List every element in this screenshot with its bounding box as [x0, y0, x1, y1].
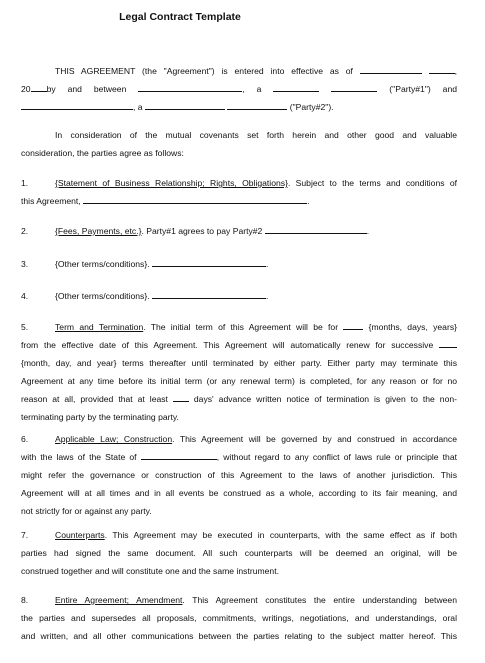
section-number: 6. — [21, 434, 29, 444]
section-7: 7. Counterparts. This Agreement may be executed in counterparts, with the same effect as if both parties had signed the same document. All such counterparts will be deemed an original, will be construed together and will constitute one and the same instrument. — [21, 526, 457, 580]
intro-line: , a ("Party#2"). — [21, 98, 457, 116]
section-number: 7. — [21, 530, 29, 540]
section-number: 4. — [21, 291, 29, 301]
obligations-blank[interactable] — [83, 195, 307, 204]
intro-paragraph — [21, 62, 457, 116]
intro-text: THIS AGREEMENT (the "Agreement") is entered into effective as of — [55, 66, 353, 76]
section-number: 5. — [21, 322, 29, 332]
governing-state-blank[interactable] — [141, 451, 217, 460]
section-8: 8. Entire Agreement; Amendment. This Agreement constitutes the entire understanding between the parties and supersedes all proposals, commitments, writings, negotiations, and understandings, oral and written, and all other communications between the parties relating to the subject matter hereof. This — [21, 591, 457, 645]
renewal-blank[interactable] — [439, 339, 457, 348]
notice-days-blank[interactable] — [173, 393, 189, 402]
section-5: 5. Term and Termination. The initial term of this Agreement will be for {months, days, years} from the effective date of this Agreement. This Agreement will automatically renew for successive {month, day, and year} terms thereafter until terminated by either party. Either party may terminate this Agreement at any time before its initial term (or any renewal term) is completed, for any reason or for no reason at all, provided that at least days' advance written notice of termination is given to the non- terminating party by the terminating party. — [21, 318, 457, 426]
section-heading: Counterparts — [55, 530, 105, 540]
terms-blank[interactable] — [152, 258, 266, 267]
consideration-paragraph: In consideration of the mutual covenants set forth herein and other good and valuable consideration, the parties agree as follows: — [21, 130, 457, 158]
intro-line: THIS AGREEMENT (the "Agreement") is entered into effective as of , — [55, 66, 457, 76]
date-blank[interactable] — [360, 65, 422, 74]
party1-type-blank[interactable] — [331, 83, 377, 92]
payment-blank[interactable] — [265, 225, 367, 234]
section-heading: Entire Agreement; Amendment — [55, 595, 183, 605]
party2-type-blank[interactable] — [227, 101, 287, 110]
section-heading: Term and Termination — [55, 322, 144, 332]
section-number: 1. — [21, 178, 29, 188]
section-6: 6. Applicable Law; Construction. This Agreement will be governed by and construed in accordance with the laws of the State of , without regard to any conflict of laws rule or principle that might refer the governance or construction of this Agreement to the laws of another jurisdiction. This Agreement will at all times and in all events be construed as a whole, according to its fair meaning, and not strictly for or against any party. — [21, 430, 457, 520]
section-heading: {Fees, Payments, etc.} — [55, 226, 142, 236]
section-heading: Applicable Law; Construction — [55, 434, 173, 444]
intro-line: 20 by and between , a ("Party#1") and — [21, 84, 457, 94]
section-1: 1. {Statement of Business Relationship; Rights, Obligations}. Subject to the terms and conditions of this Agreement, . — [21, 174, 457, 210]
year-blank[interactable] — [31, 83, 47, 92]
section-heading: {Statement of Business Relationship; Rights, Obligations} — [55, 178, 288, 188]
party2-state-blank[interactable] — [145, 101, 225, 110]
section-number: 2. — [21, 226, 29, 236]
party1-name-blank[interactable] — [138, 83, 242, 92]
terms-blank[interactable] — [152, 290, 266, 299]
section-2: 2. {Fees, Payments, etc.}. Party#1 agrees to pay Party#2 . — [21, 222, 457, 240]
section-number: 3. — [21, 259, 29, 269]
document-title: Legal Contract Template — [119, 11, 241, 23]
section-number: 8. — [21, 595, 29, 605]
party1-state-blank[interactable] — [273, 83, 319, 92]
date-blank[interactable] — [429, 65, 455, 74]
term-length-blank[interactable] — [343, 321, 363, 330]
party2-name-blank[interactable] — [21, 101, 133, 110]
section-3: 3. {Other terms/conditions}. . — [21, 255, 457, 273]
section-4: 4. {Other terms/conditions}. . — [21, 287, 457, 305]
